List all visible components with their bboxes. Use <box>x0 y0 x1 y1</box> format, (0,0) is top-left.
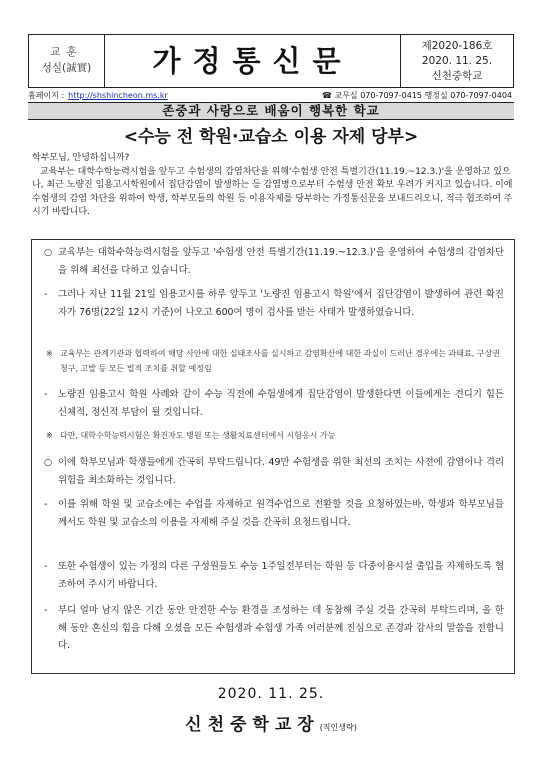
bullet-dash: - <box>44 605 48 616</box>
footnote-item <box>46 428 502 443</box>
issue-date: 2020. 11. 25. <box>421 55 493 67</box>
bullet-dash: - <box>44 389 48 400</box>
item-text: 노량진 임용고시 학원 사례와 같이 수능 직전에 수험생에게 집단감염이 발생한다면 이들에게는 견디기 힘든 신체적, 정신적 부담이 될 것입니다. <box>58 389 504 418</box>
content-item <box>44 558 504 593</box>
principal-signature <box>28 710 514 735</box>
content-item <box>44 244 504 279</box>
item-text: 부디 얼마 남지 않은 기간 동안 안전한 수능 환경을 조성하는 데 동참해 주실 것을 간곡히 부탁드리며, 올 한 해 동안 혼신의 힘을 다해 오셨을 모든 수험생과 수험생 가족 여러분께 진심으로 존경과 감사의 말씀을 전합니다. <box>58 605 504 651</box>
item-text: 그러나 지난 11월 21일 임용고시를 하루 앞두고 '노량진 임용고시 학원'에서 집단감염이 발생하여 관련 확진자가 76명(22일 12시 기준)이 나오고 600여 명이 검사를 받는 사태가 발생하였습니다. <box>58 289 504 318</box>
motto-label: 교훈 <box>50 46 83 58</box>
content-item <box>44 454 504 489</box>
bullet-circle: ○ <box>44 457 53 468</box>
issue-info <box>401 35 513 91</box>
motto-value: 성실(誠實) <box>41 62 92 74</box>
school-slogan: 존중과 사랑으로 배움이 행복한 학교 <box>28 103 514 120</box>
content-item <box>44 496 504 531</box>
bullet-dash: - <box>44 499 48 510</box>
intro-body: 교육부는 대학수학능력시험을 앞두고 수험생의 감염차단을 위해'수험생 안전 특별기간(11.19.~12.3.)'을 운영하고 있으나, 최근 노량진 임용고시학원에서 집단감염이 발생하는 등 감염병으로부터 수험생 안전 확보 우려가 커지고 있습니다. 이에 수험생의 감염 차단을 위하여 학생, 학부모들의 학원 등 이용자제를 당부하는 가정통신문을 보내드리오니, 적극 협조하여 주시기 바랍니다. <box>32 166 513 217</box>
intro-section <box>32 152 514 220</box>
newsletter-page <box>28 34 514 734</box>
homepage <box>28 90 168 102</box>
item-text: 이를 위해 학원 및 교습소에는 수업을 자제하고 원격수업으로 전환할 것을 요청하였는바, 학생과 학부모님들께서도 학원 및 교습소의 이용을 자제해 주실 것을 간곡히 요청드립니다. <box>58 499 504 528</box>
issue-number: 제2020-186호 <box>421 40 493 52</box>
bullet-dash: - <box>44 289 48 300</box>
phone-numbers: ☎ 교무실 070-7097-0415 행정실 070-7097-0404 <box>321 91 512 100</box>
note-mark: ※ <box>46 349 53 358</box>
content-item <box>44 386 504 421</box>
greeting: 학부모님, 안녕하십니까? <box>32 153 130 163</box>
seal-note: (직인생략) <box>319 723 357 732</box>
signer-name: 신천중학교장 <box>185 715 320 735</box>
homepage-link[interactable]: http://shshincheon.ms.kr <box>68 91 168 100</box>
school-motto <box>29 35 105 87</box>
content-item <box>44 602 504 655</box>
footer-date: 2020. 11. 25. <box>217 686 325 702</box>
bullet-dash: - <box>44 561 48 572</box>
note-mark: ※ <box>46 431 53 440</box>
notice-content-box <box>31 239 515 674</box>
bullet-circle: ○ <box>44 247 53 258</box>
content-item <box>44 286 504 321</box>
notice-headline: <수능 전 학원·교습소 이용 자제 당부> <box>123 127 419 147</box>
item-text: 또한 수험생이 있는 가정의 다른 구성원들도 수능 1주일전부터는 학원 등 다중이용시설 출입을 자제하도록 협조하여 주시기 바랍니다. <box>58 561 504 590</box>
item-text: 이에 학부모님과 학생들에게 간곡히 부탁드립니다. 49만 수험생을 위한 최선의 조치는 사전에 감염이나 격리 위험을 최소화하는 것입니다. <box>58 457 504 486</box>
note-text: 교육부는 관계기관과 협력하여 해당 사안에 대한 실태조사를 실시하고 감염확산에 대한 과실이 드러난 경우에는 과태료, 구상권 청구, 고발 등 모든 법적 조치를 취할 예정임 <box>60 349 500 373</box>
school-name: 신천중학교 <box>431 70 483 82</box>
header-box <box>28 34 514 88</box>
item-text: 교육부는 대학수학능력시험을 앞두고 '수험생 안전 특별기간(11.19.~12.3.)'을 운영하여 수험생의 감염차단을 위해 최선을 다하고 있습니다. <box>58 247 504 276</box>
footnote-item <box>46 346 502 376</box>
document-title: 가정통신문 <box>105 35 401 87</box>
note-text: 다만, 대학수학능력시험은 확진자도 병원 또는 생활치료센터에서 시험응시 가능 <box>60 431 336 440</box>
homepage-label: 홈페이지 : <box>28 91 65 100</box>
contact-bar <box>28 90 514 103</box>
